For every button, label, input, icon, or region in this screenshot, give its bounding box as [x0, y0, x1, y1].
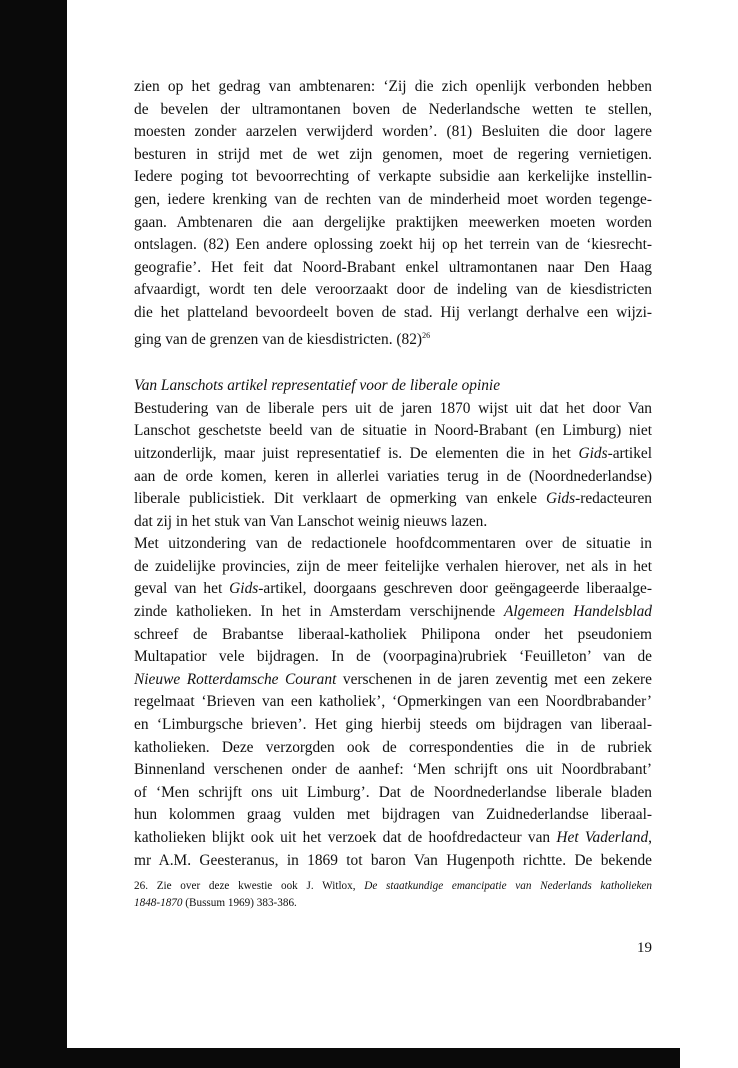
text-segment: -redacteuren [575, 490, 652, 508]
paragraph-1 [134, 76, 652, 351]
italic-title: De staatkundige emancipatie van Nederlands katholieken [364, 880, 652, 892]
italic-title: Algemeen Handelsblad [503, 603, 652, 621]
text-line: die het platteland bevoordeelt boven de stad. Hij verlangt derhalve een wijzi- [134, 303, 652, 321]
footnote [134, 878, 652, 912]
text-segment: -artikel [607, 444, 652, 462]
text-line: regelmaat ‘Brieven van een katholiek’, ‘Opmerkingen van een Noordbrabander’ [134, 693, 652, 711]
text-line: Met uitzondering van de redactionele hoofdcommentaren over de situatie in [134, 535, 652, 553]
text-line: hun kolommen graag vulden met bijdragen van Zuidnederlandse liberaal- [134, 806, 652, 824]
text-line: Iedere poging tot bevoorrechting of verkapte subsidie aan kerkelijke instellin- [134, 168, 652, 186]
text-line: zien op het gedrag van ambtenaren: ‘Zij die zich openlijk verbonden hebben [134, 78, 652, 95]
text-segment: ging van de grenzen van de kiesdistricten. (82) [134, 330, 423, 348]
italic-title: 1848-1870 [134, 897, 183, 909]
paragraph-3 [134, 533, 652, 872]
text-segment: 26. Zie over deze kwestie ook J. Witlox, [134, 880, 365, 892]
text-segment: liberale publicistiek. Dit verklaart de opmerking van enkele [134, 490, 547, 508]
italic-title: Het Vaderland [556, 829, 649, 846]
text-line: gaan. Ambtenaren die aan dergelijke praktijken meewerken moeten worden [134, 213, 652, 231]
scan-left-border [0, 0, 67, 1068]
text-line: mr A.M. Geesteranus, in 1869 tot baron Van Hugenpoth richtte. De bekende [134, 851, 652, 869]
page-text [134, 76, 652, 872]
text-line: de bevelen der ultramontanen boven de Nederlandsche wetten te stellen, [134, 100, 652, 118]
footnote-line [134, 897, 297, 909]
text-line: katholieken. Deze verzorgden ook de correspondenties die in de rubriek [134, 738, 652, 756]
text-line: moesten zonder aarzelen verwijderd worden’. (81) Besluiten die door lagere [134, 123, 652, 141]
paragraph-2 [134, 398, 652, 534]
text-line: en ‘Limburgsche brieven’. Het ging hierbij steeds om bijdragen van liberaal- [134, 716, 652, 734]
text-segment: -artikel, doorgaans geschreven door geëngageerde liberaalge- [258, 580, 652, 598]
text-line [134, 827, 652, 850]
text-line: Multapatior vele bijdragen. In de (voorpagina)rubriek ‘Feuilleton’ van de [134, 648, 652, 666]
text-line [134, 488, 652, 511]
text-line [134, 601, 652, 624]
text-line: aan de orde komen, keren in allerlei variaties terug in de (Noordnederlandse) [134, 467, 652, 485]
text-line: Lanschot geschetste beeld van de situatie in Noord-Brabant (en Limburg) niet [134, 422, 652, 440]
text-segment: verschenen in de jaren zeventig met een zekere [336, 670, 652, 688]
section-heading: Van Lanschots artikel representatief voor de liberale opinie [134, 377, 501, 395]
italic-title: Gids [578, 444, 608, 462]
page-number: 19 [637, 940, 652, 956]
text-line [134, 443, 652, 466]
text-line: schreef de Brabantse liberaal-katholiek Philipona onder het pseudoniem [134, 625, 652, 643]
text-line: afvaardigt, wordt ten dele veroorzaakt door de indeling van de kiesdistricten [134, 281, 652, 299]
text-line [134, 578, 652, 601]
italic-title: Nieuwe Rotterdamsche Courant [134, 670, 337, 688]
text-line: gen, iedere krenking van de rechten van de minderheid moet worden tegenge- [134, 190, 652, 208]
text-line: ontslagen. (82) Een andere oplossing zoekt hij op het terrein van de ‘kiesrecht- [134, 236, 652, 254]
italic-title: Gids [546, 490, 576, 508]
text-segment: uitzonderlijk, maar juist representatief is. De elementen die in het [134, 444, 579, 462]
text-line [134, 325, 652, 352]
text-line [134, 669, 652, 692]
text-line: geografie’. Het feit dat Noord-Brabant enkel ultramontanen naar Den Haag [134, 258, 652, 276]
text-line: of ‘Men schrijft ons uit Limburg’. Dat de Noordnederlandse liberale bladen [134, 783, 652, 801]
text-segment: zinde katholieken. In het in Amsterdam verschijnende [134, 603, 504, 621]
footnote-reference: 26 [422, 330, 431, 340]
text-line: besturen in strijd met de wet zijn genomen, moet de regering vernietigen. [134, 145, 652, 163]
text-line: de zuidelijke provincies, zijn de meer feitelijke verhalen hierover, net als in het [134, 557, 652, 575]
text-segment: (Bussum 1969) 383-386. [182, 897, 297, 909]
text-line: dat zij in het stuk van Van Lanschot weinig nieuws lazen. [134, 512, 488, 530]
text-segment: , [648, 829, 652, 846]
text-line: Bestudering van de liberale pers uit de jaren 1870 wijst uit dat het door Van [134, 399, 652, 417]
footnote-line [134, 878, 652, 895]
text-segment: geval van het [134, 580, 230, 598]
text-segment: katholieken blijkt ook uit het verzoek dat de hoofdredacteur van [134, 829, 557, 846]
text-line: Binnenland verschenen onder de aanhef: ‘Men schrijft ons uit Noordbrabant’ [134, 761, 652, 779]
scan-bottom-border [60, 1048, 680, 1068]
italic-title: Gids [229, 580, 259, 598]
